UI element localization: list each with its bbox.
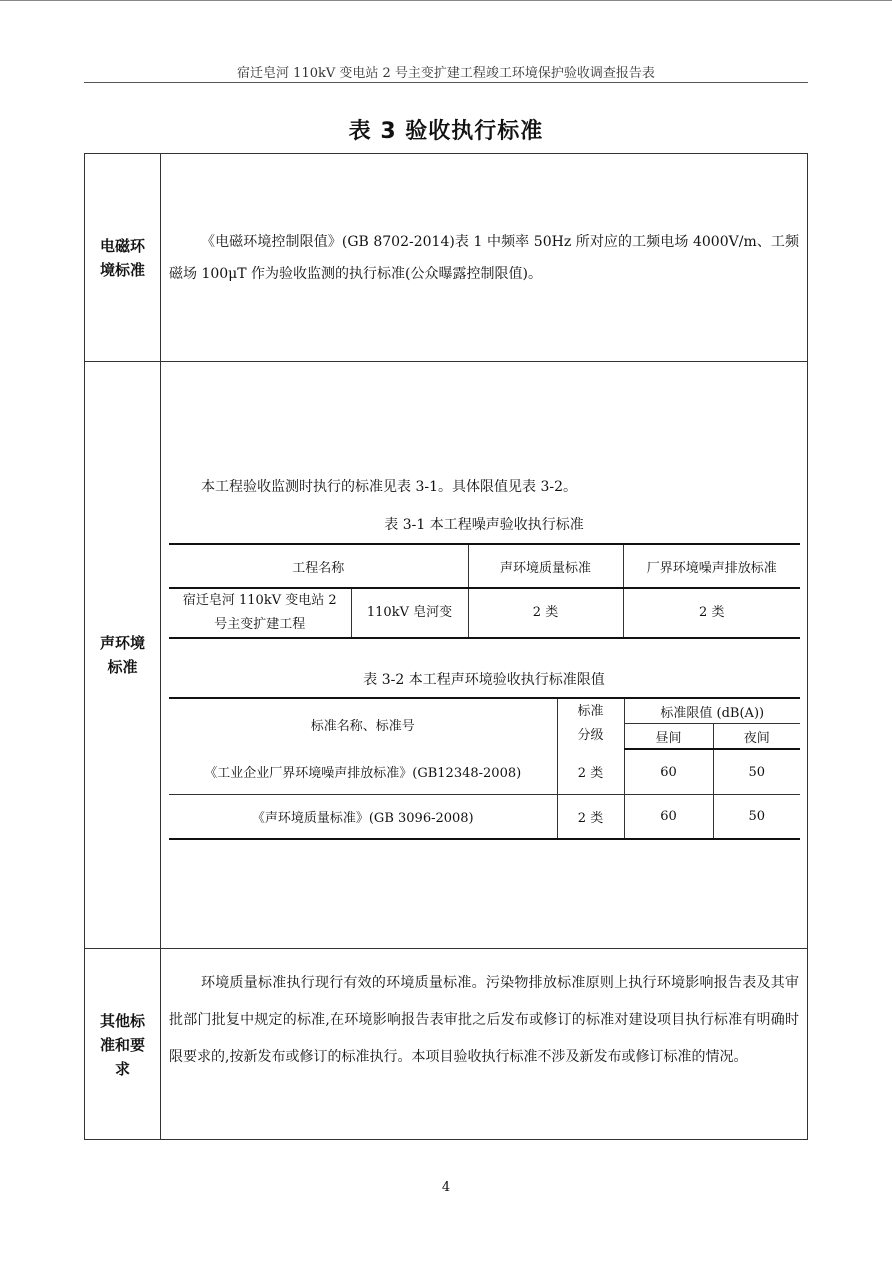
- header-day: 昼间: [624, 724, 713, 750]
- cell-night: 50: [713, 749, 800, 795]
- table-3-1: [169, 543, 800, 639]
- cell-quality: 2 类: [468, 588, 623, 638]
- header-quality-standard: 声环境质量标准: [468, 544, 623, 588]
- cell-grade: 2 类: [557, 749, 624, 795]
- page-number: 4: [441, 1180, 451, 1195]
- noise-label-cell: [85, 362, 161, 948]
- noise-label: 声环境标准: [99, 634, 145, 676]
- cell-standard-name: 《声环境质量标准》(GB 3096-2008): [251, 811, 474, 826]
- header-boundary-standard: 厂界环境噪声排放标准: [623, 544, 800, 588]
- noise-intro-text: 本工程验收监测时执行的标准见表 3-1。具体限值见表 3-2。: [201, 479, 577, 495]
- table-row: [169, 749, 800, 795]
- acceptance-standards-table: [84, 153, 808, 1140]
- other-label-cell: [85, 949, 161, 1140]
- other-content: [161, 949, 807, 1140]
- header-project-name: 工程名称: [169, 544, 468, 588]
- table-row: [169, 544, 800, 588]
- noise-row: [85, 361, 807, 948]
- table-3-2: [169, 697, 800, 840]
- electromagnetic-content: [161, 154, 807, 361]
- header-grade-text: 标准分级: [577, 704, 604, 743]
- table-row: [169, 588, 800, 638]
- cell-standard-name: 《工业企业厂界环境噪声排放标准》(GB12348-2008): [169, 749, 557, 795]
- cell-day: 60: [624, 749, 713, 795]
- header-rule: [84, 82, 808, 83]
- header-night: 夜间: [713, 724, 800, 750]
- page-top-border: [0, 0, 892, 1]
- table-row: [169, 795, 800, 840]
- header-grade: [557, 698, 624, 749]
- table-3-1-caption: 表 3-1 本工程噪声验收执行标准: [384, 517, 584, 533]
- other-text: 环境质量标准执行现行有效的环境质量标准。污染物排放标准原则上执行环境影响报告表及其审批部门批复中规定的标准,在环境影响报告表审批之后发布或修订的标准对建设项目执行标准有明确时限要求的,按新发布或修订的标准执行。本项目验收执行标准不涉及新发布或修订标准的情况。: [169, 975, 799, 1065]
- cell-day: 60: [624, 795, 713, 840]
- document-title: 表 3 验收执行标准: [348, 119, 544, 144]
- electromagnetic-label-cell: [85, 154, 161, 361]
- header-limit: 标准限值 (dB(A)): [624, 698, 800, 724]
- electromagnetic-row: [85, 154, 807, 361]
- cell-substation: 110kV 皂河变: [351, 588, 468, 638]
- table-3-2-caption: 表 3-2 本工程声环境验收执行标准限值: [363, 672, 605, 688]
- table-row: [169, 698, 800, 724]
- other-requirements-row: [85, 948, 807, 1140]
- cell-project: 宿迁皂河 110kV 变电站 2 号主变扩建工程: [182, 593, 337, 632]
- cell-boundary: 2 类: [623, 588, 800, 638]
- noise-content: [161, 362, 807, 948]
- cell-night: 50: [713, 795, 800, 840]
- running-header: 宿迁皂河 110kV 变电站 2 号主变扩建工程竣工环境保护验收调查报告表: [237, 66, 655, 81]
- header-standard-name: 标准名称、标准号: [310, 718, 415, 734]
- cell-grade: 2 类: [557, 795, 624, 840]
- electromagnetic-text: 《电磁环境控制限值》(GB 8702-2014)表 1 中频率 50Hz 所对应的工频电场 4000V/m、工频磁场 100μT 作为验收监测的执行标准(公众曝露控制限值)。: [169, 234, 799, 282]
- other-label: 其他标准和要求: [99, 1011, 145, 1078]
- electromagnetic-label: 电磁环境标准: [99, 236, 145, 279]
